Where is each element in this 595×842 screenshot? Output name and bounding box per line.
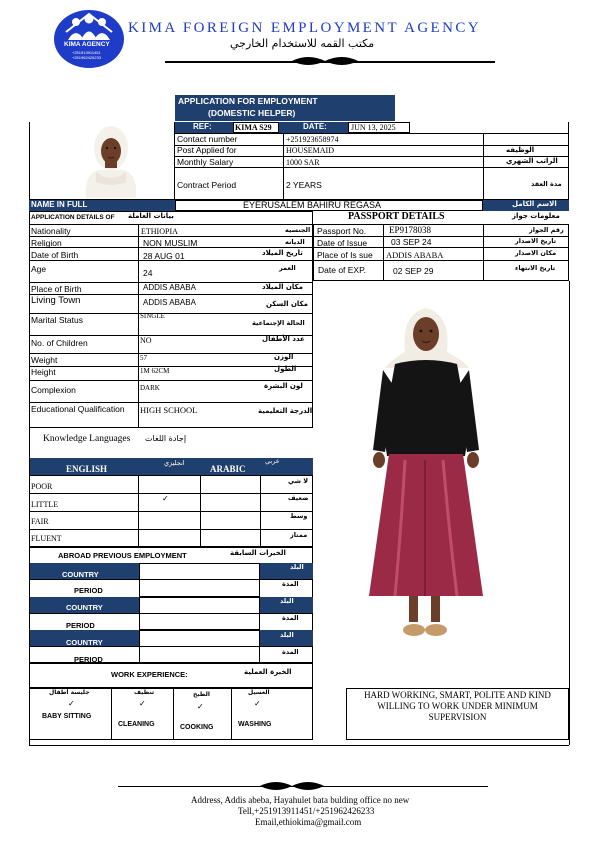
passport-title: PASSPORT DETAILS — [348, 211, 445, 222]
form-subtitle: (DOMESTIC HELPER) — [208, 108, 296, 118]
date-value: JUN 13, 2025 — [351, 123, 396, 132]
contact-value: +251923658974 — [286, 135, 339, 144]
abroad-title-arabic: الخبرات السابقة — [230, 549, 286, 557]
applicant-headshot — [80, 124, 142, 198]
date-label: DATE: — [303, 122, 327, 131]
logo-phone-1: +251913911451 — [72, 50, 101, 55]
contract-value: 2 YEARS — [286, 180, 322, 190]
agency-name-arabic: مكتب القمه للاستخدام الخارجي — [230, 37, 375, 50]
footer-email: Email,ethiokima@gmail.com — [255, 817, 362, 827]
agency-logo — [54, 10, 124, 68]
arabic-label: ARABIC — [210, 464, 246, 474]
applicant-full-photo — [365, 300, 490, 645]
work-title-arabic: الخبرة العملية — [244, 668, 292, 676]
logo-text: KIMA AGENCY — [64, 41, 110, 48]
name-arabic: الاسم الكامل — [512, 200, 557, 208]
abroad-title: ABROAD PREVIOUS EMPLOYMENT — [58, 551, 187, 560]
salary-arabic: الراتب الشهري — [506, 157, 558, 165]
ref-label: REF: — [193, 122, 212, 131]
arabic-arabic: عربي — [265, 457, 280, 465]
work-title: WORK EXPERIENCE: — [111, 670, 188, 679]
footer-tel: Tell,+251913911451/+251962426233 — [238, 806, 375, 816]
form-title: APPLICATION FOR EMPLOYMENT — [178, 96, 318, 106]
footer-ornament — [258, 779, 326, 793]
agency-name: KIMA FOREIGN EMPLOYMENT AGENCY — [128, 20, 481, 36]
app-details-title: APPLICATION DETAILS OF — [31, 214, 115, 221]
post-label: Post Applied for — [177, 145, 237, 155]
app-details-arabic: بيانات العاملة — [128, 212, 174, 220]
salary-label: Monthly Salary — [177, 157, 234, 167]
passport-arabic: معلومات جواز — [512, 212, 560, 220]
contact-label: Contact number — [177, 134, 238, 144]
contract-arabic: مدة العقد — [531, 180, 562, 188]
logo-phone-2: +251962426233 — [72, 55, 102, 60]
contract-label: Contract Period — [177, 180, 237, 190]
languages-title-arabic: إجادة اللغات — [145, 434, 187, 443]
post-arabic: الوظيفه — [506, 146, 535, 154]
remarks-text: HARD WORKING, SMART, POLITE AND KIND WILLING TO WORK UNDER MINIMUM SUPERVISION — [364, 690, 551, 722]
english-label: ENGLISH — [66, 464, 108, 474]
languages-title: Knowledge Languages — [43, 434, 131, 444]
english-arabic: انجليزي — [164, 459, 185, 467]
name-value: EYERUSALEM BAHIRU REGASA — [243, 200, 382, 210]
footer-address: Address, Addis abeba, Hayahulet bata bulding office no new — [191, 795, 410, 805]
name-label: NAME IN FULL — [31, 200, 88, 209]
salary-value: 1000 SAR — [286, 158, 320, 167]
english-little-checkmark: ✓ — [162, 494, 169, 503]
post-value: HOUSEMAID — [286, 146, 334, 155]
ref-value: KIMA S29 — [235, 123, 272, 132]
header-ornament — [290, 55, 360, 68]
